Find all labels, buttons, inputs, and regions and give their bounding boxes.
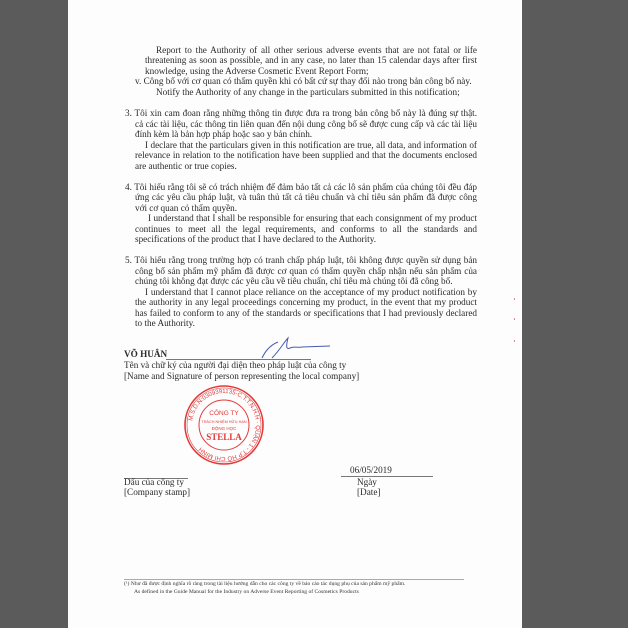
document-page: [68, 0, 522, 628]
svg-text:M.S.D.N:0309391135-C.T.T.N.H.H: M.S.D.N:0309391135-C.T.T.N.H.H · QUẬN 1 - T.P HỒ CHÍ MINH: [188, 388, 261, 462]
date-label-vi: Ngày: [357, 477, 377, 487]
signatory-label-en: [Name and Signature of person representing the local company]: [124, 371, 360, 381]
text-line: ứng các yêu cầu pháp luật, và tuân thủ tất cả tiêu chuẩn và chỉ tiêu sản phẩm đã được công: [135, 192, 477, 202]
text-line: are authentic or true copies.: [135, 161, 237, 171]
date-label-en: [Date]: [357, 487, 381, 497]
scan-speck: [514, 298, 515, 300]
footnote-vi: (¹) Như đã được định nghĩa rõ ràng trong tài liệu hướng dẫn cho các công ty về báo cáo tác dụng phụ của sản phẩm mỹ phẩm.: [124, 581, 406, 587]
handwritten-signature: [258, 336, 338, 360]
signatory-label-vi: Tên và chữ ký của người đại diện theo pháp luật của công ty: [124, 360, 347, 370]
text-line: với cơ quan có thẩm quyền.: [135, 203, 238, 213]
stamp-label-en: [Company stamp]: [124, 487, 191, 497]
text-line: v. Công bố với cơ quan có thẩm quyền khi có bất cứ sự thay đổi nào trong bản công bố này.: [135, 76, 472, 86]
signatory-name: VÕ HUÂN: [124, 349, 168, 359]
date-value: 06/05/2019: [350, 465, 392, 475]
footnote-rule: [124, 579, 464, 580]
text-line: I understand that I shall be responsible for ensuring that each consignment of my product: [148, 213, 477, 223]
text-line: I understand that I cannot place reliance on the acceptance of my product notification by: [145, 287, 477, 297]
footnote-en: As defined in the Guide Manual for the Industry on Adverse Event Reporting of Cosmetics Products: [134, 589, 359, 595]
text-line: I declare that the particulars given in this notification are true, all data, and information of: [145, 140, 477, 150]
text-line: has failed to conform to any of the standards or specifications that I had previously declared: [135, 308, 477, 318]
text-line: knowledge, using the Adverse Cosmetic Event Report Form;: [145, 66, 369, 76]
date-line: [341, 476, 433, 477]
text-line: Notify the Authority of any change in the particulars submitted in this notification;: [156, 87, 460, 97]
text-line: to the Authority.: [135, 318, 195, 328]
text-line: 3. Tôi xin cam đoan rằng những thông tin được đưa ra trong bản công bố này là đúng sự thật.: [125, 108, 477, 118]
stamp-label-vi: Dấu của công ty: [124, 477, 184, 487]
svg-text:CÔNG TY: CÔNG TY: [209, 410, 239, 417]
text-line: continues to meet all the legal requirements, and conforms to all the standards and: [135, 224, 477, 234]
text-line: chúng tôi không đạt được các yêu cầu về tiêu chuẩn, chỉ tiêu mà chúng tôi đã công bố.: [135, 276, 453, 286]
scan-speck: [514, 340, 515, 342]
text-line: specifications of the product that I have declared to the Authority.: [135, 234, 377, 244]
text-line: threatening as soon as possible, and in any case, no later than 15 calendar days after first: [145, 55, 477, 65]
text-line: cả các tài liệu, các thông tin liên quan đến nội dung công bố sẽ được cung cấp và các tài liệu: [135, 119, 477, 129]
text-line: 5. Tôi hiểu rằng trong trường hợp có tranh chấp pháp luật, tôi không được quyền sử dụng bản: [125, 255, 477, 265]
svg-text:TRÁCH NHIỆM HỮU HẠN: TRÁCH NHIỆM HỮU HẠN: [201, 420, 247, 424]
scan-speck: [514, 318, 515, 320]
text-line: công bố sản phẩm mỹ phẩm đã được cơ quan có thẩm quyền chấp nhận nếu sản phẩm của: [135, 266, 477, 276]
text-line: 4. Tôi hiểu rằng tôi sẽ có trách nhiệm để đảm bảo tất cả các lô sản phẩm của chúng tôi đều đáp: [125, 182, 477, 192]
text-line: đính kèm là bản hợp pháp hoặc sao y bản chính.: [135, 129, 313, 139]
text-line: the authority in any legal proceedings concerning my product, in the event that my product: [135, 297, 477, 307]
text-line: relevance in relation to the notification have been supplied and that the documents enclosed: [135, 150, 477, 160]
company-stamp: [183, 384, 265, 466]
svg-text:STELLA: STELLA: [206, 432, 242, 442]
text-line: Report to the Authority of all other serious adverse events that are not fatal or life: [156, 45, 477, 55]
svg-text:ĐỘNG HỌC: ĐỘNG HỌC: [211, 426, 237, 431]
